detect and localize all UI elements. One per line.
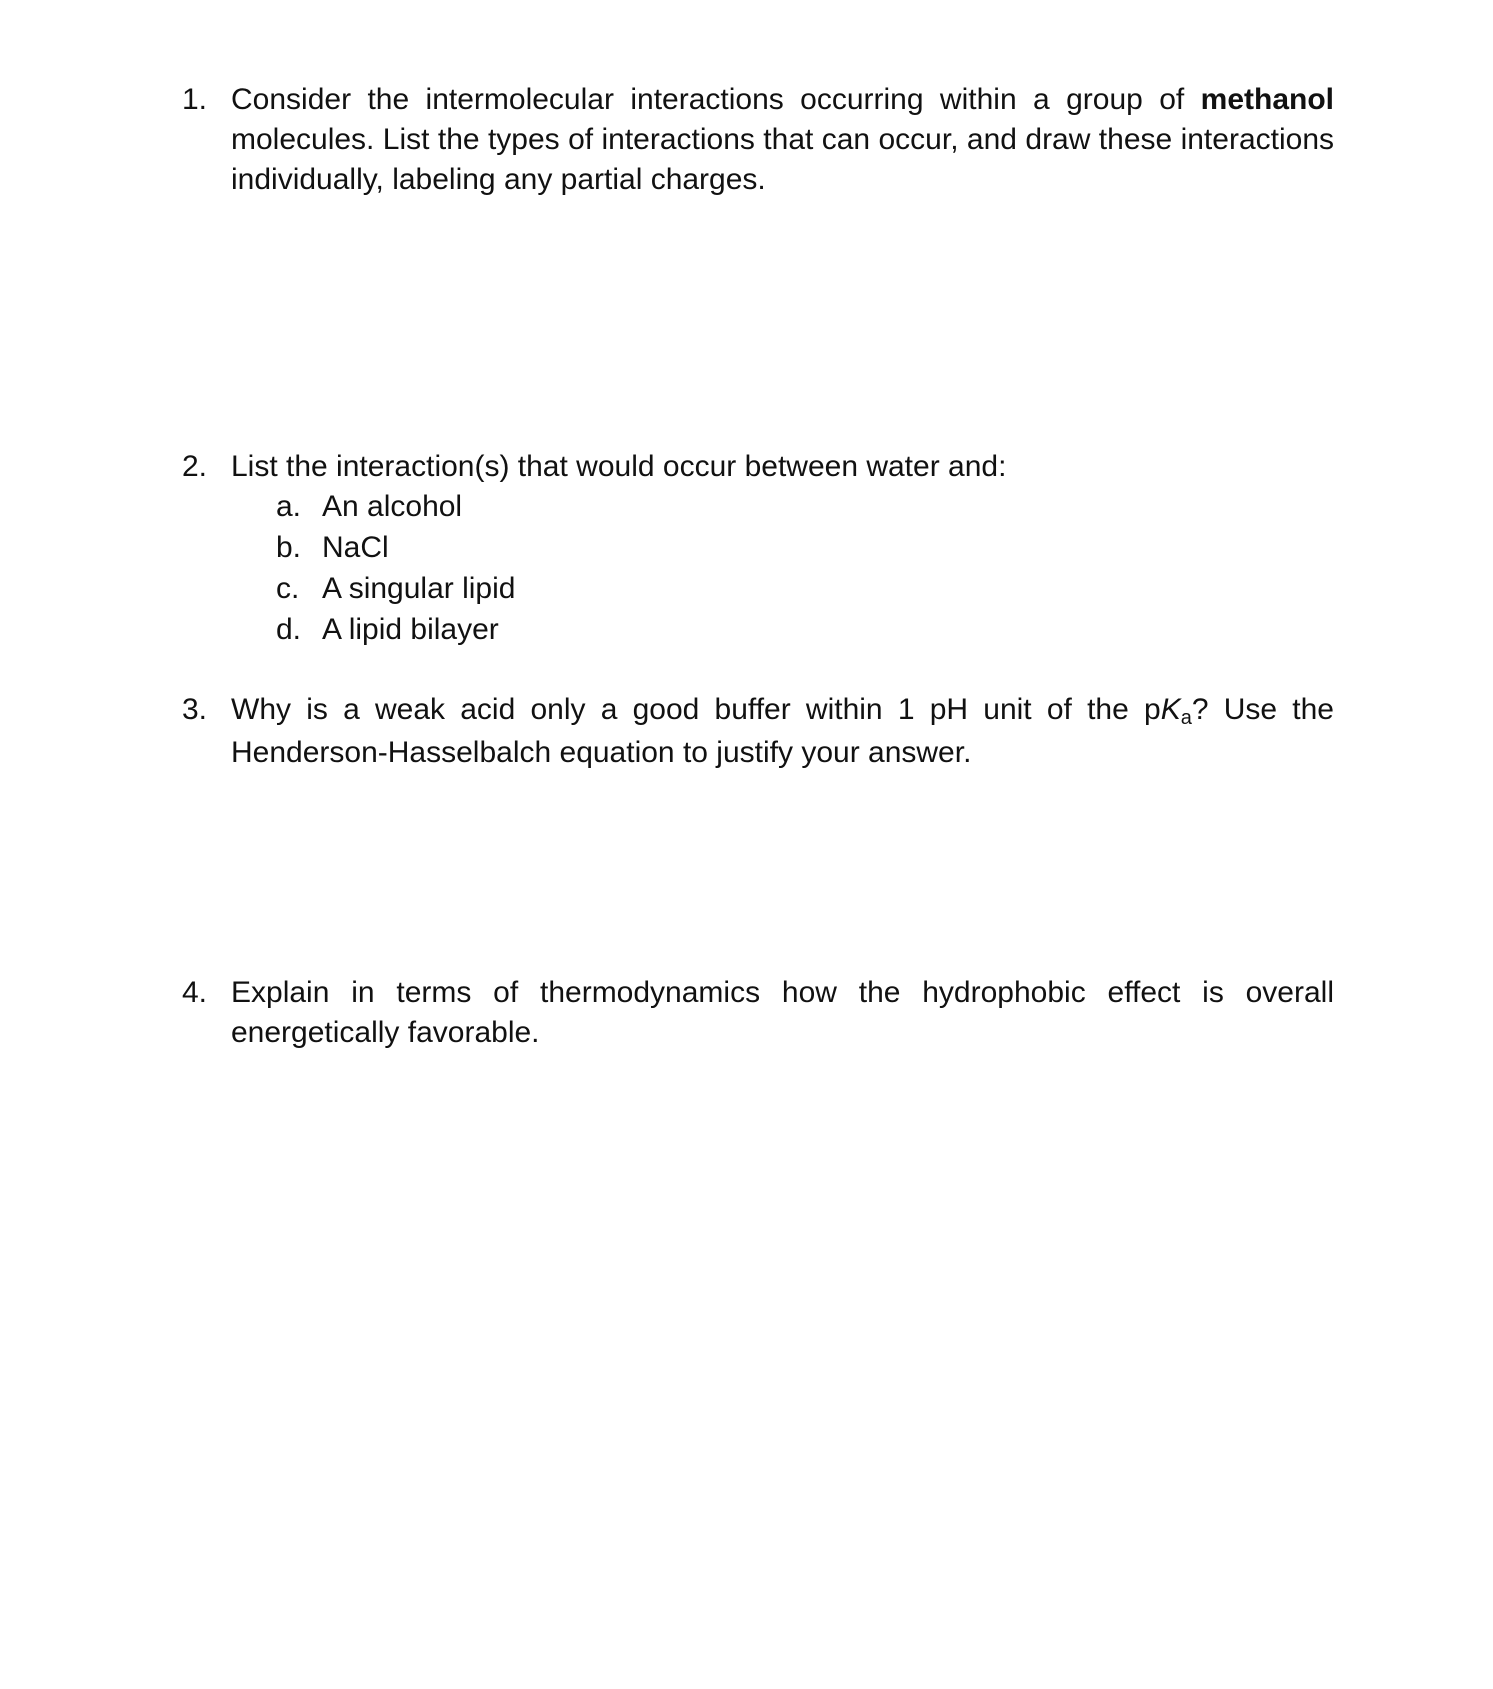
question-2-row [182, 447, 1334, 487]
question-3-italic-k: K [1160, 693, 1181, 726]
question-4-row [182, 973, 1334, 1053]
sub-item-letter: a. [276, 490, 302, 523]
sub-item-text: A lipid bilayer [322, 613, 499, 646]
question-3-text-before: Why is a weak acid only a good buffer within 1 pH unit of the p [231, 693, 1161, 726]
question-1-text-before: Consider the intermolecular interactions occurring within a group of [231, 83, 1201, 116]
question-3-row [182, 690, 1334, 773]
sub-item-c [276, 569, 1428, 610]
question-1-text-after: molecules. List the types of interactions that can occur, and draw these interactions individually, labeling any partial charges. [231, 123, 1334, 196]
sub-item-d [276, 610, 1428, 651]
question-2-number: 2. [182, 450, 208, 483]
question-2-sub-list [276, 487, 1428, 651]
question-4-text: Explain in terms of thermodynamics how the hydrophobic effect is overall energetically favorable. [231, 976, 1334, 1049]
question-2 [182, 447, 1334, 651]
question-1-bold-word: methanol [1200, 83, 1334, 116]
sub-item-letter: d. [276, 613, 302, 646]
sub-item-text: An alcohol [322, 490, 463, 523]
question-4-number: 4. [182, 976, 208, 1009]
question-3-subscript: a [1180, 707, 1192, 729]
sub-item-text: A singular lipid [322, 572, 516, 605]
question-1-number: 1. [182, 83, 208, 116]
question-1-text [231, 80, 1334, 200]
sub-item-letter: b. [276, 531, 302, 564]
sub-item-text: NaCl [322, 531, 389, 564]
question-1-row [182, 80, 1334, 200]
question-3-text [231, 690, 1334, 773]
question-1 [182, 80, 1334, 200]
question-4 [182, 973, 1334, 1053]
question-3-number: 3. [182, 693, 208, 726]
question-3 [182, 690, 1334, 773]
sub-item-b [276, 528, 1428, 569]
sub-item-a [276, 487, 1428, 528]
question-3-text-after: ? Use the Henderson-Hasselbalch equation to justify your answer. [231, 693, 1334, 769]
question-2-text: List the interaction(s) that would occur between water and: [231, 450, 1007, 483]
sub-item-letter: c. [276, 572, 300, 605]
